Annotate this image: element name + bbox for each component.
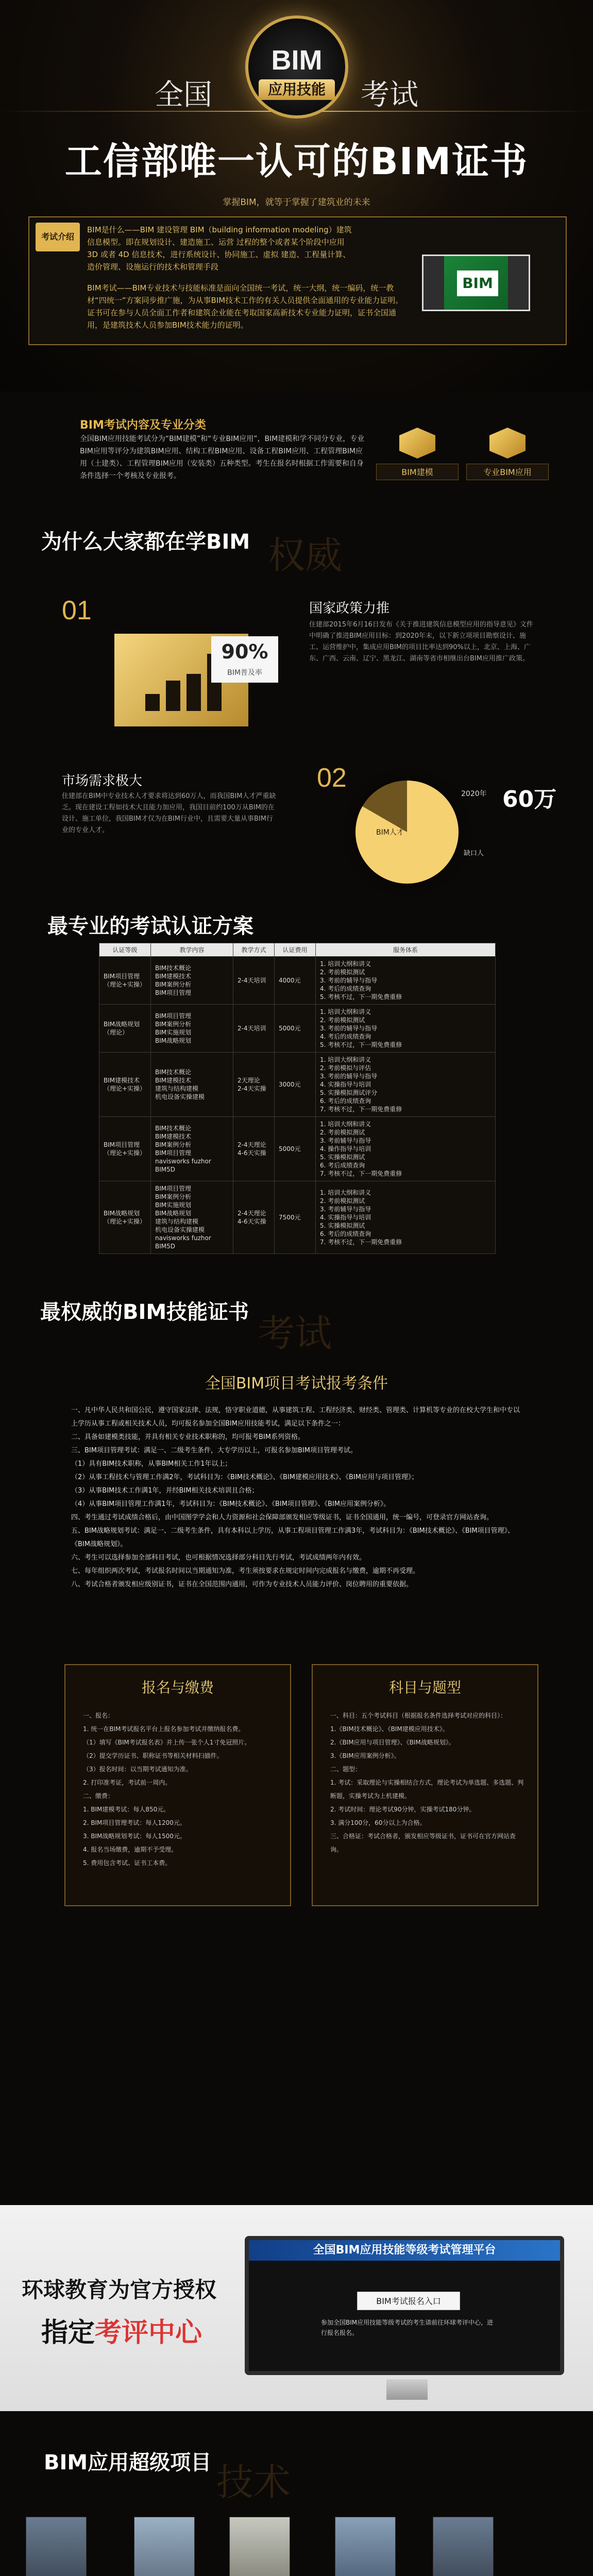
- table-cell-method: 2-4天理论 4-6天实操: [233, 1181, 275, 1254]
- percent-box: [211, 636, 278, 683]
- badge-sub-text: 应用技能: [259, 79, 335, 100]
- badge-main-text: BIM: [271, 45, 323, 76]
- registration-box: [64, 1664, 291, 1906]
- content-heading: BIM考试内容及专业分类: [80, 419, 206, 432]
- watermark-text: 技术: [216, 2461, 291, 2504]
- table-cell-service: 1. 培训大纲和讲义 2. 考前模拟与评估 3. 考前的辅导与指导 4. 实操指导与培训 5. 实操模拟测试评分 6. 考后的成绩查询 7. 考核不过，下一期免费重修: [316, 1053, 496, 1117]
- talent-pie-chart: [355, 781, 459, 884]
- monitor-image: [245, 2236, 564, 2375]
- subjects-body: 一、科目：五个考试科目（根据报名条件选择考试对应的科目）： 1.《BIM技术概论》、《BIM建模应用技术》。 2.《BIM应用与项目管理》、《BIM战略规划》。 3.《BIM应用案例分析》。 二、题型： 1. 考试：采取理论与实操相结合方式，理论考试为单选题、多选题、判断题，实操考试为上机建模。 2. 考试时间：理论考试90分钟，实操考试180分钟。 3. 满分100分，60分以上为合格。 三、合格证：考试合格者，颁发相应等级证书，证书可在官方网站查询。: [330, 1712, 524, 1853]
- authority-heading: 最权威的BIM技能证书: [40, 1300, 249, 1324]
- chart-bar: [187, 674, 201, 711]
- table-cell-method: 2-4天培训: [233, 1005, 275, 1053]
- table-cell-content: BIM技术概论 BIM建模技术 BIM案例分析 BIM项目管理: [151, 957, 233, 1005]
- monitor-text: 参加全国BIM应用技能等级考试的考生请前往环球考评中心，进行报名报名。: [321, 2319, 494, 2336]
- table-cell-service: 1. 培训大纲和讲义 2. 考前模拟测试 3. 考前辅导与指导 4. 操作指导与培训 5. 实操模拟测试 6. 考后成绩查询 7. 考核不过，下一期免费重修: [316, 1117, 496, 1181]
- table-cell-content: BIM技术概论 BIM建模技术 BIM案例分析 BIM项目管理 navisworks fuzhor BIM5D: [151, 1117, 233, 1181]
- chart-bar: [166, 681, 180, 711]
- table-row: [99, 1053, 496, 1117]
- table-cell-level: BIM建模技术 （理论+实操）: [99, 1053, 151, 1117]
- why-heading: 为什么大家都在学BIM: [41, 530, 250, 554]
- table-cell-level: BIM项目管理 （理论+实操）: [99, 957, 151, 1005]
- table-cell-level: BIM战略规划 （理论）: [99, 1005, 151, 1053]
- official-center-section: [0, 2205, 593, 2411]
- table-cell-method: 2天理论 2-4天实操: [233, 1053, 275, 1117]
- project-image: [134, 2517, 195, 2576]
- percent-label: BIM普及率: [227, 669, 262, 677]
- table-header-row: [99, 943, 496, 957]
- market-heading: 市场需求极大: [62, 773, 143, 789]
- table-cell-level: BIM项目管理 （理论+实操）: [99, 1117, 151, 1181]
- table-cell-fee: 5000元: [275, 1005, 316, 1053]
- policy-heading: 国家政策力推: [309, 601, 390, 616]
- project-image: [26, 2517, 87, 2576]
- center-highlight: 考评中心: [95, 2317, 202, 2348]
- hero-subtitle: 掌握BIM，就等于掌握了建筑业的未来: [223, 197, 370, 208]
- table-cell-method: 2-4天培训: [233, 957, 275, 1005]
- table-cell-service: 1. 培训大纲和讲义 2. 考前模拟测试 3. 考前的辅导与指导 4. 考后的成绩查询 5. 考核不过，下一期免费重修: [316, 957, 496, 1005]
- pie-outer-label: 缺口人: [464, 850, 484, 857]
- cube-icon: [399, 428, 435, 459]
- percent-value: 90%: [221, 640, 268, 663]
- center-line-1: 环球教育为官方授权: [22, 2277, 217, 2302]
- demand-number: 60万: [502, 786, 557, 812]
- project-image: [335, 2517, 396, 2576]
- section-number-01: 01: [62, 596, 92, 625]
- year-label: 2020年: [461, 790, 487, 798]
- conditions-body: 一、凡中华人民共和国公民，遵守国家法律、法规，恪守职业道德，从事建筑工程、工程经济类、财经类、管理类、计算机等专业的在校大学生和中专以上学历从事工程或相关技术人员，均可报名参加全国BIM应用技能考试，满足以下条件之一： 二、具备如建模类技能，并具有相关专业技术职称的，均可报考BIM系列资格。 三、BIM项目管理考试：满足一、二级考生条件，大专学历以上，可报名参加BIM项目管理考试。 （1）具有BIM技术职称，从事BIM相关工作1年以上； （2）从事工程技术与管理工作满2年，考试科目为：《BIM技术概论》、《BIM建模应用技术》、《BIM应用与项目管理》； （3）从事BIM技术工作满1年，并经BIM相关技术培训且合格； （4）从事BIM项目管理工作满1年，考试科目为：《BIM技术概论》、《BIM项目管理》、《BIM应用案例分析》。 四、考生通过考试成绩合格后，由中国图学学会和人力资源和社会保障部颁发相应等级证书，证书全国通用，统一编号，可登录官方网站查询。 五、BIM战略规划考试：满足一、二级考生条件，具有本科以上学历，从事工程项目管理工作满3年，考试科目为：《BIM技术概论》、《BIM项目管理》、《BIM战略规划》。 六、考生可以选择参加全部科目考试，也可根据情况选择部分科目先行考试，考试成绩两年内有效。 七、每年组织两次考试，考试报名时间以当期通知为准，考生须按要求在规定时间内完成报名与缴费，逾期不再受理。 八、考试合格者颁发相应级别证书，证书在全国范围内通用，可作为专业技术人员能力评价、岗位聘用的重要依据。: [71, 1406, 520, 1588]
- intro-bim-exam: BIM考试——BIM专业技术与技能标准是面向全国统一考试，统一大纲，统一编码，统一教材“四统一”方案同步推广施，为从事BIM技术工作的有关人员提供全面通用的专业能力证明。证书可在参与人员全面工作者和建筑企业能在考取国家高新技术专业能力证明，证书全国通用，是建筑技术人员参加BIM技术能力的证明。: [87, 283, 403, 330]
- certification-heading: 最专业的考试认证方案: [47, 914, 253, 938]
- bim-badge: [245, 15, 348, 118]
- hero-section: [0, 0, 593, 392]
- table-cell-service: 1. 培训大纲和讲义 2. 考前模拟测试 3. 考前的辅导与指导 4. 考后的成绩查询 5. 考核不过，下一期免费重修: [316, 1005, 496, 1053]
- projects-section: [0, 2411, 593, 2576]
- registration-body: 一、报名： 1. 统一在BIM考试报名平台上报名参加考试并缴纳报名费。 （1）填写《BIM考试报名表》并上传一张个人1寸免冠照片。 （2）提交学历证书、职称证书等相关材料扫描件。 （3）报名时间：以当期考试通知为准。 2. 打印准考证，考试前一周内。 二、缴费： 1. BIM建模考试：每人850元。 2. BIM项目管理考试：每人1200元。 3. BIM战略规划考试：每人1500元。 4. 报名当场缴费，逾期不予受理。 5. 费用包含考试、证书工本费。: [83, 1712, 251, 1867]
- content-paragraph: 全国BIM应用技能考试分为“BIM建模”和“专业BIM应用”，BIM建模和学不同分专业，专业BIM应用等评分为建筑BIM应用、结构工程BIM应用、设备工程BIM应用、工程管理BIM应用（土建类）、工程管理BIM应用（安装类）五种类型。考生在报名时根据工作需要和自身条件选择一个考核及专业报考。: [80, 435, 365, 480]
- table-cell-level: BIM战略规划 （理论+实操）: [99, 1181, 151, 1254]
- hero-left-word: 全国: [155, 78, 212, 111]
- project-image: [229, 2517, 290, 2576]
- section-number-02: 02: [317, 763, 347, 793]
- intro-box: [28, 216, 567, 345]
- bim-logo-text: BIM: [457, 270, 498, 296]
- table-header: 认证费用: [275, 943, 316, 957]
- intro-bim-definition: BIM是什么——BIM 建设管理 BIM（building information modeling）建筑信息模型。即在规划设计、建造施工、运营 过程的整个或者某个阶段中应用 3D 或者 4D 信息技术，进行系统设计、协同施工、虚拟 建造、工程量计算、造价管理、设施运行的技术和管理手段: [87, 225, 352, 272]
- subjects-box: [312, 1664, 538, 1906]
- exam-entry-button[interactable]: BIM考试报名入口: [357, 2292, 460, 2310]
- bim-logo-image: [422, 255, 530, 311]
- certification-table: [99, 943, 496, 1254]
- why-section: [0, 392, 593, 907]
- table-row: [99, 1005, 496, 1053]
- table-header: 服务体系: [316, 943, 496, 957]
- watermark-text: 考试: [258, 1312, 332, 1355]
- center-line-2: 指定考评中心: [41, 2317, 202, 2348]
- conditions-title: 全国BIM项目考试报考条件: [205, 1375, 388, 1393]
- table-header: 教学方式: [233, 943, 275, 957]
- table-row: [99, 1117, 496, 1181]
- intro-tag: 考试介绍: [36, 223, 80, 251]
- certification-section: [0, 907, 593, 1293]
- table-cell-content: BIM项目管理 BIM案例分析 BIM实施规划 BIM战略规划 建筑与结构建模 机电设备实操建模 navisworks fuzhor BIM5D: [151, 1181, 233, 1254]
- table-cell-fee: 7500元: [275, 1181, 316, 1254]
- watermark-text: 权威: [268, 534, 343, 577]
- table-cell-fee: 5000元: [275, 1117, 316, 1181]
- table-cell-content: BIM技术概论 BIM建模技术 建筑与结构建模 机电设备实操建模: [151, 1053, 233, 1117]
- hero-title: 工信部唯一认可的BIM证书: [64, 140, 529, 183]
- chart-bar: [145, 694, 160, 711]
- projects-heading: BIM应用超级项目: [44, 2451, 212, 2475]
- table-header: 认证等级: [99, 943, 151, 957]
- subjects-title: 科目与题型: [388, 1679, 461, 1696]
- registration-title: 报名与缴费: [141, 1679, 214, 1696]
- policy-paragraph: 住建部2015年6月16日发布《关于推进建筑信息模型应用的指导意见》文件中明确了推进BIM应用目标：到2020年末，以下新立项项目勘察设计、施工、运营维护中，集成应用BIM的项目比率达到90%以上，北京、上海、广东、广西、云南、辽宁、黑龙江、湖南等省市相继出台BIM应用推广政策。: [309, 621, 533, 663]
- pie-inner-label: BIM人才: [376, 828, 404, 837]
- cube-label-modeling: BIM建模: [376, 464, 459, 480]
- table-header: 教学内容: [151, 943, 233, 957]
- hero-right-word: 考试: [361, 78, 418, 111]
- monitor-stand: [386, 2379, 428, 2400]
- market-paragraph: 住建部在BIM中专业技术人才要求将达到60万人，而我国BIM人才严重缺乏。现在建设工程如技术大且能力加应用，我国目前约100万从BIM的在设计、施工单位，我国BIM才仅为在BIM行业中，且需要大量从事BIM行业的专业人才。: [62, 792, 276, 834]
- table-cell-fee: 3000元: [275, 1053, 316, 1117]
- table-cell-content: BIM项目管理 BIM案例分析 BIM实施规划 BIM战略规划: [151, 1005, 233, 1053]
- table-row: [99, 957, 496, 1005]
- project-image: [433, 2517, 494, 2576]
- platform-banner: 全国BIM应用技能等级考试管理平台: [249, 2240, 560, 2261]
- authority-section: [0, 1293, 593, 2205]
- table-cell-fee: 4000元: [275, 957, 316, 1005]
- table-cell-service: 1. 培训大纲和讲义 2. 考前模拟测试 3. 考前辅导与指导 4. 实操指导与培训 5. 实操模拟测试 6. 考后的成绩查询 7. 考核不过，下一期免费重修: [316, 1181, 496, 1254]
- table-cell-method: 2-4天理论 4-6天实操: [233, 1117, 275, 1181]
- cube-label-application: 专业BIM应用: [466, 464, 549, 480]
- cube-icon: [489, 428, 526, 459]
- table-row: [99, 1181, 496, 1254]
